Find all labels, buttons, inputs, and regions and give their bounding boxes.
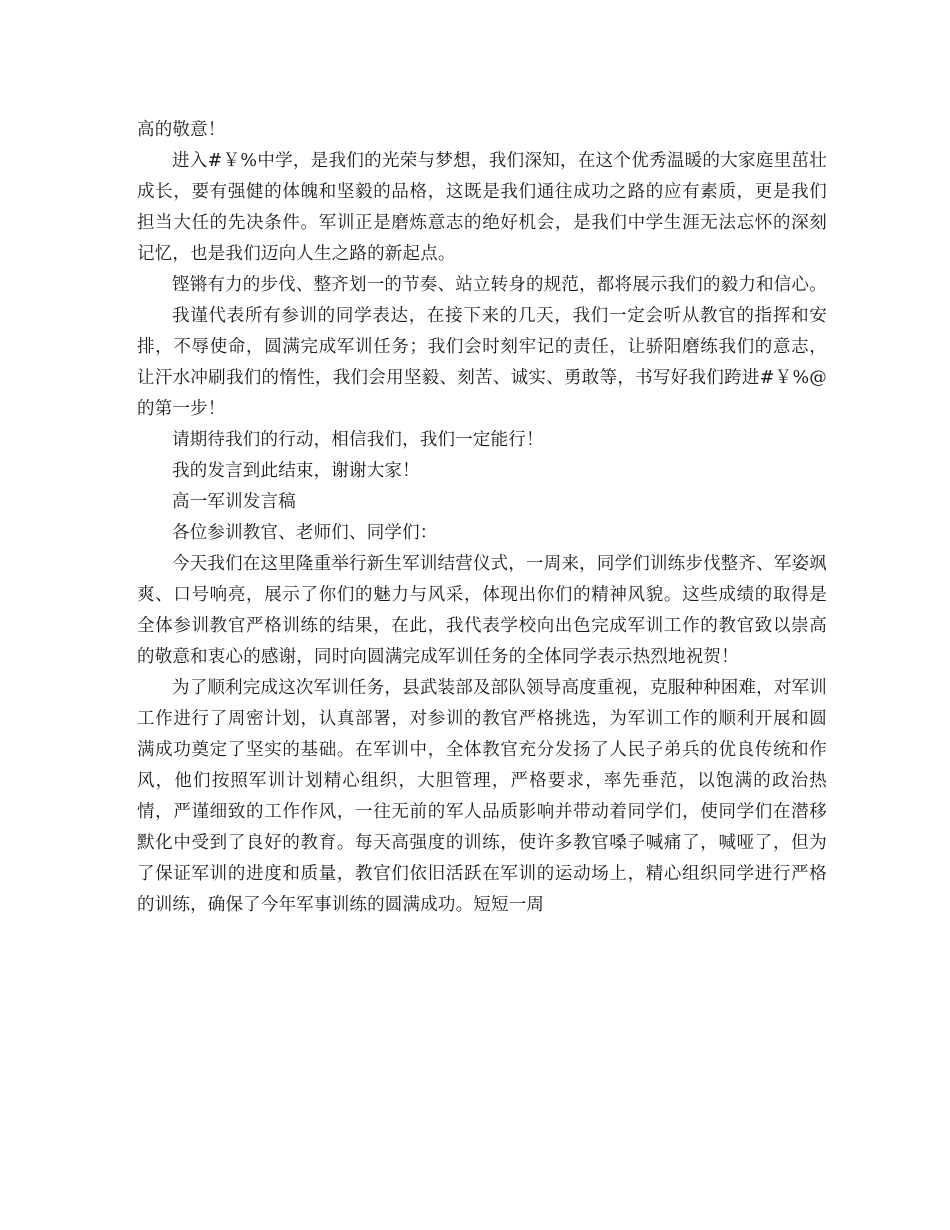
- document-body: [137, 115, 827, 921]
- paragraph-6: 我的发言到此结束，谢谢大家！: [172, 461, 420, 481]
- salutation: 各位参训教官、老师们、同学们：: [172, 523, 438, 543]
- paragraph-10: 为了顺利完成这次军训任务，县武装部及部队领导高度重视，克服种种困难，对军训工作进行了周密计划，认真部署，对参训的教官严格挑选，为军训工作的顺利开展和圆满成功奠定了坚实的基础。在军训中，全体教官充分发扬了人民子弟兵的优良传统和作风，他们按照军训计划精心组织，大胆管理，严格要求，率先垂范，以饱满的政治热情，严谨细致的工作作风，一往无前的军人品质影响并带动着同学们，使同学们在潜移默化中受到了良好的教育。每天高强度的训练，使许多教官嗓子喊痛了，喊哑了，但为了保证军训的进度和质量，教官们依旧活跃在军训的运动场上，精心组织同学进行严格的训练，确保了今年军事训练的圆满成功。短短一周: [137, 678, 827, 915]
- section-title: 高一军训发言稿: [172, 492, 296, 512]
- paragraph-2: 进入#￥%中学，是我们的光荣与梦想，我们深知，在这个优秀温暖的大家庭里茁壮成长，要有强健的体魄和坚毅的品格，这既是我们通往成功之路的应有素质，更是我们担当大任的先决条件。军训正是磨炼意志的绝好机会，是我们中学生涯无法忘怀的深刻记忆，也是我们迈向人生之路的新起点。: [137, 151, 827, 264]
- paragraph-3: 铿锵有力的步伐、整齐划一的节奏、站立转身的规范，都将展示我们的毅力和信心。: [172, 275, 827, 295]
- paragraph-5: 请期待我们的行动，相信我们，我们一定能行！: [172, 430, 544, 450]
- paragraph-9: 今天我们在这里隆重举行新生军训结营仪式，一周来，同学们训练步伐整齐、军姿飒爽、口号响亮，展示了你们的魅力与风采，体现出你们的精神风貌。这些成绩的取得是全体参训教官严格训练的结果，在此，我代表学校向出色完成军训工作的教官致以崇高的敬意和衷心的感谢，同时向圆满完成军训任务的全体同学表示热烈地祝贺！: [137, 554, 827, 667]
- paragraph-4: 我谨代表所有参训的同学表达，在接下来的几天，我们一定会听从教官的指挥和安排，不辱使命，圆满完成军训任务；我们会时刻牢记的责任，让骄阳磨练我们的意志，让汗水冲刷我们的惰性，我们会用坚毅、刻苦、诚实、勇敢等，书写好我们跨进#￥%@的第一步！: [137, 306, 827, 419]
- paragraph-1: 高的敬意！: [137, 120, 226, 140]
